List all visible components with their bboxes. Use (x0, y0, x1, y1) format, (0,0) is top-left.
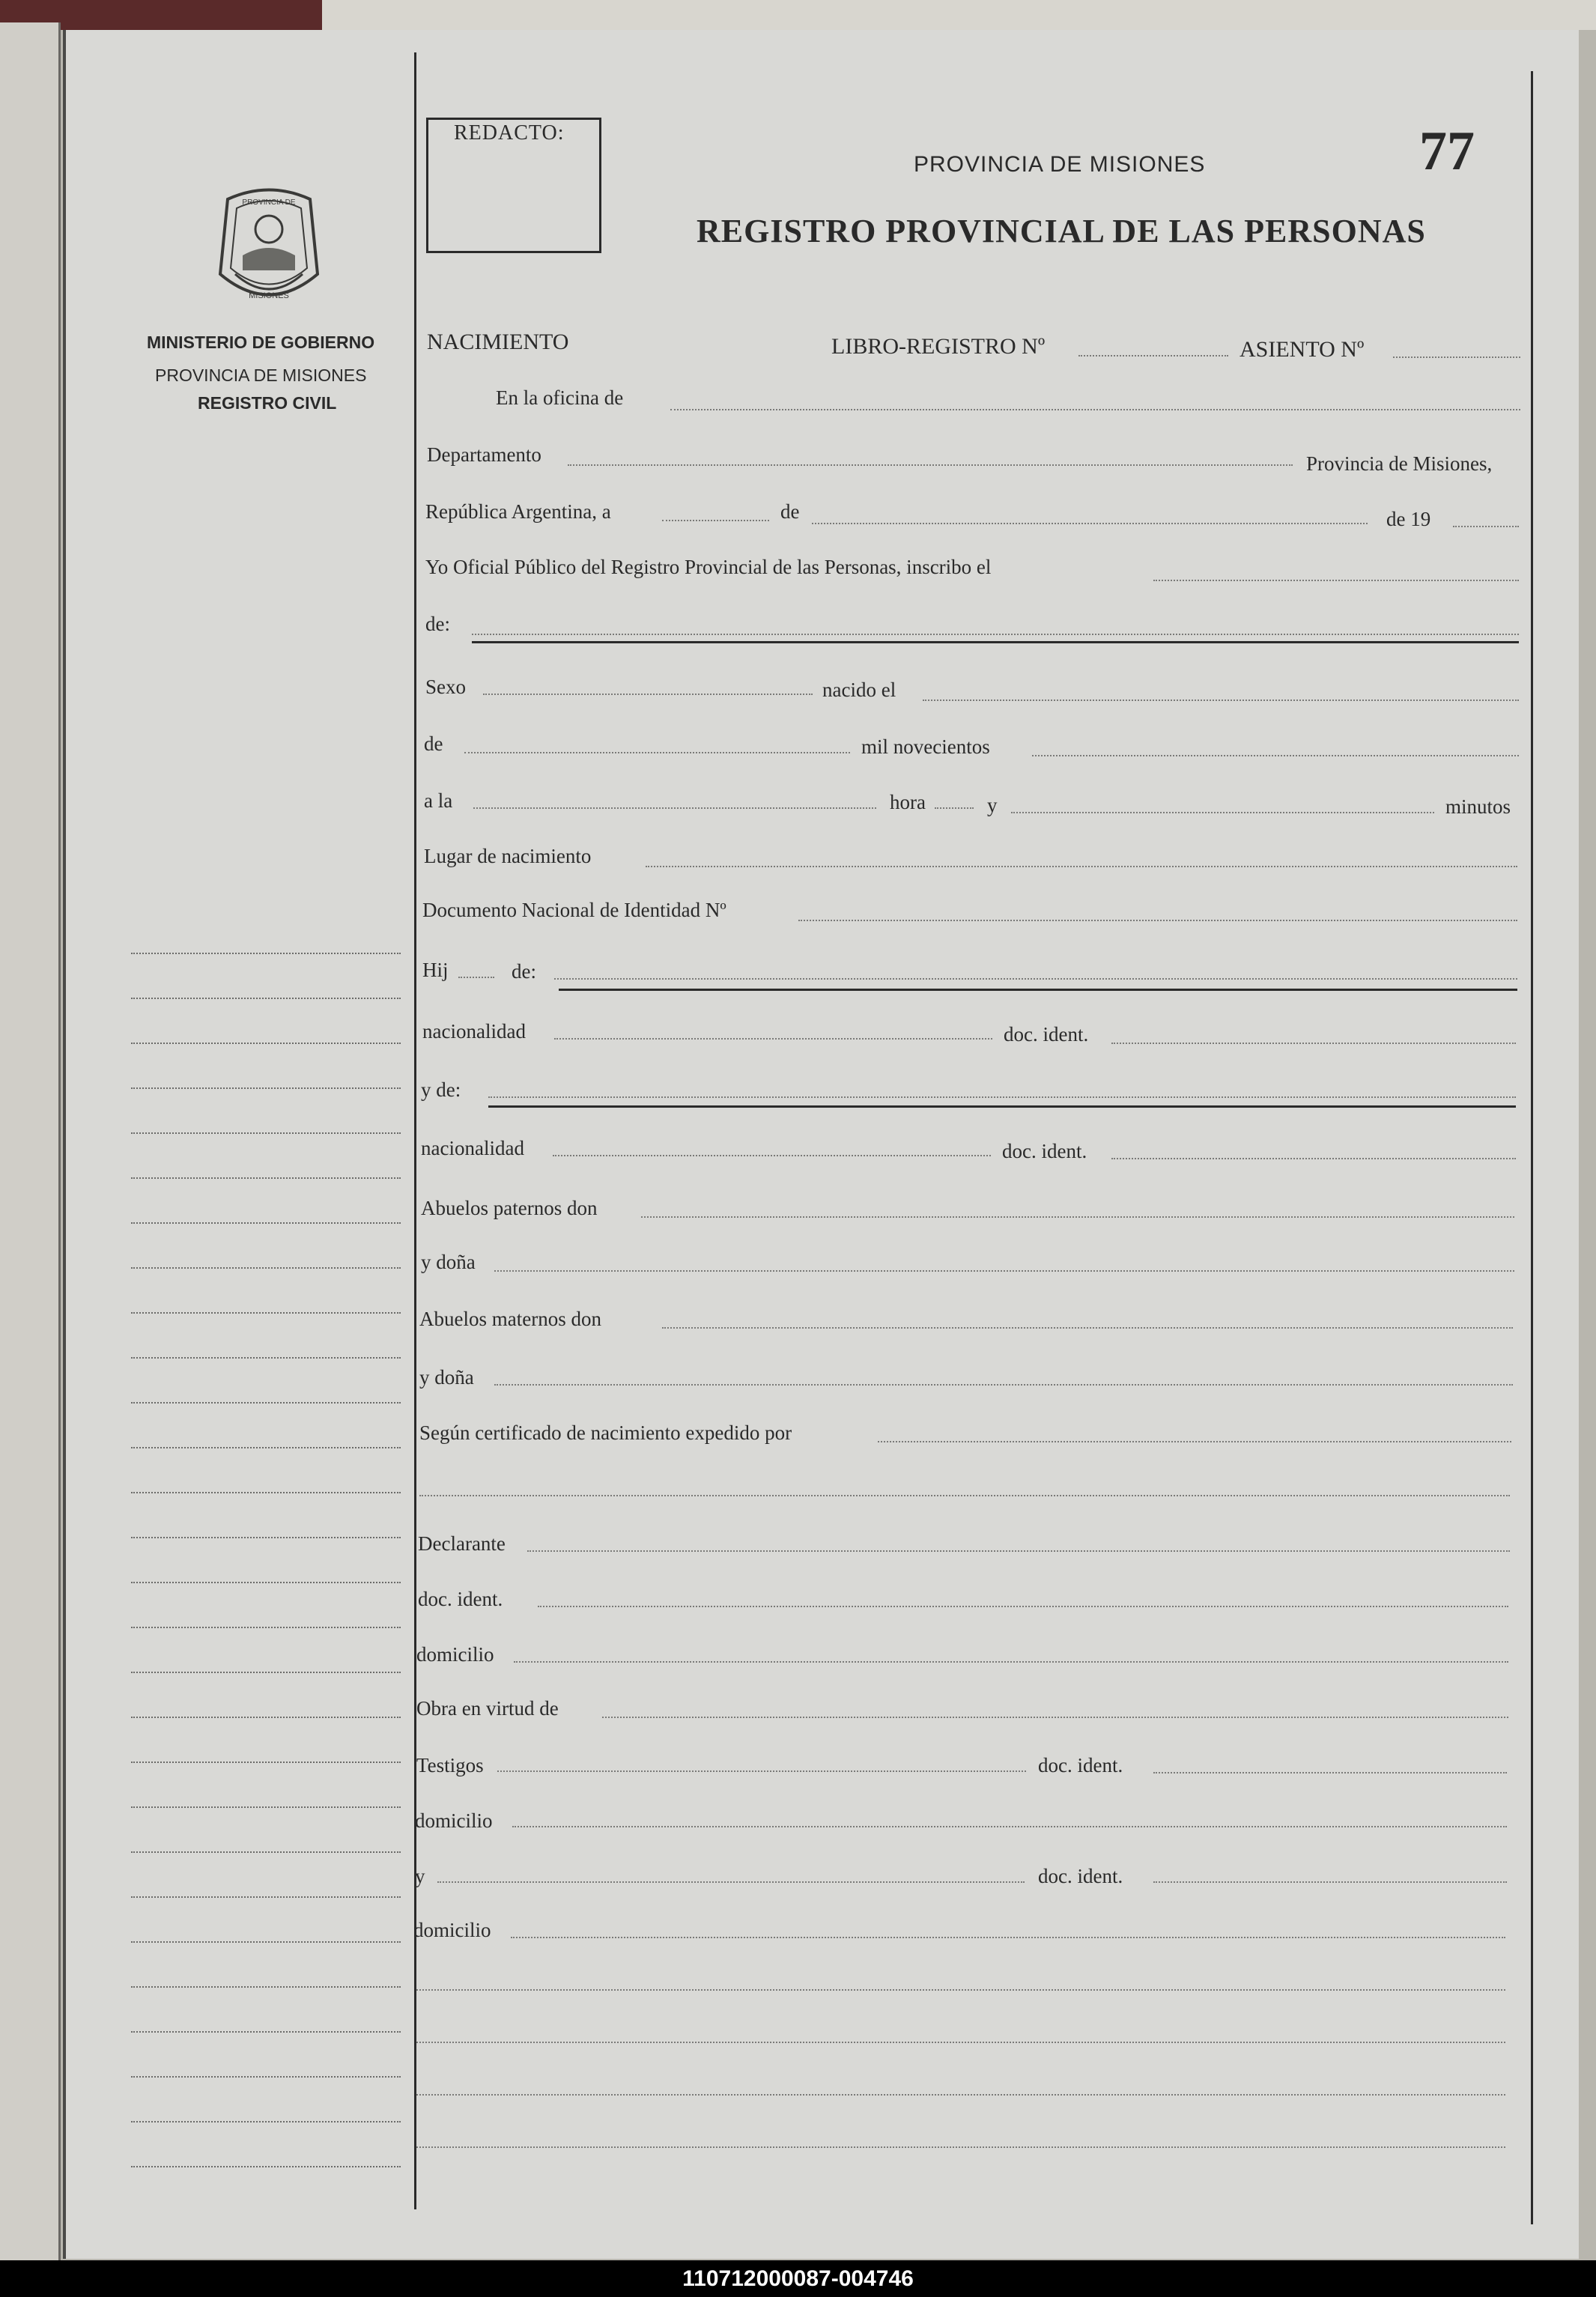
margin-line (131, 2166, 401, 2167)
testigo-1-field[interactable] (497, 1770, 1026, 1772)
inscripto-field[interactable] (472, 634, 1519, 635)
sexo-label: Sexo (425, 676, 466, 698)
document-id: 110712000087-004746 (682, 2266, 914, 2291)
y-dona-label-1: y doña (421, 1251, 476, 1273)
y-label-2: y (415, 1865, 425, 1887)
yo-oficial-text: Yo Oficial Público del Registro Provincial de las Personas, inscribo el (425, 556, 992, 578)
departamento-label: Departamento (427, 443, 541, 466)
obra-virtud-label: Obra en virtud de (416, 1697, 559, 1720)
hora-field[interactable] (473, 807, 876, 809)
margin-line (131, 1402, 401, 1404)
domicilio-field-2[interactable] (512, 1826, 1507, 1827)
doc-ident-field-5[interactable] (1153, 1881, 1507, 1883)
de-label-2: de (424, 732, 443, 755)
departamento-field[interactable] (568, 464, 1293, 466)
asiento-field[interactable] (1393, 356, 1520, 358)
nacionalidad-field-2[interactable] (553, 1155, 991, 1156)
domicilio-field-3[interactable] (511, 1937, 1505, 1938)
anio-field[interactable] (1453, 526, 1519, 527)
nacimiento-label: NACIMIENTO (427, 330, 569, 354)
notes-line[interactable] (416, 1989, 1505, 1991)
declarante-field[interactable] (527, 1550, 1510, 1552)
margin-line (131, 1672, 401, 1673)
margin-line (131, 1851, 401, 1853)
margin-line (131, 1941, 401, 1943)
doc-ident-field-4[interactable] (1153, 1772, 1507, 1773)
seal-top-text: PROVINCIA DE (242, 198, 296, 207)
domicilio-label-2: domicilio (415, 1809, 493, 1832)
madre-underline (488, 1105, 1516, 1108)
facing-page-edge (0, 22, 61, 2262)
libro-registro-field[interactable] (1078, 355, 1228, 356)
doc-ident-field-2[interactable] (1111, 1158, 1516, 1159)
abuelo-paterno-field[interactable] (641, 1216, 1514, 1218)
margin-line (131, 1627, 401, 1628)
abuelos-maternos-label: Abuelos maternos don (419, 1308, 601, 1330)
y-dona-label-2: y doña (419, 1366, 474, 1389)
certificado-field[interactable] (878, 1441, 1511, 1442)
margin-line (131, 1717, 401, 1718)
seal-bottom-text: MISIONES (249, 291, 289, 300)
asiento-label: ASIENTO Nº (1240, 337, 1365, 362)
sexo-field[interactable] (483, 694, 813, 695)
abuela-materna-field[interactable] (494, 1384, 1513, 1386)
margin-line (131, 1447, 401, 1448)
margin-line (131, 1087, 401, 1089)
inscribo-field[interactable] (1153, 580, 1519, 581)
minutos-label: minutos (1445, 795, 1511, 818)
domicilio-label-1: domicilio (416, 1643, 494, 1666)
nacido-el-field[interactable] (923, 700, 1519, 701)
y-label-1: y (987, 794, 998, 816)
padre-field[interactable] (554, 978, 1517, 980)
de-colon-label: de: (425, 613, 450, 635)
section-divider (472, 641, 1519, 643)
doc-ident-label-4: doc. ident. (1038, 1754, 1123, 1776)
hij-suffix-field[interactable] (458, 977, 494, 978)
abuelo-materno-field[interactable] (662, 1327, 1513, 1329)
redacto-label: REDACTO: (454, 121, 565, 145)
segun-certificado-label: Según certificado de nacimiento expedido por (419, 1421, 792, 1444)
libro-registro-label: LIBRO-REGISTRO Nº (831, 334, 1046, 359)
margin-line (131, 1492, 401, 1493)
ministry-label: MINISTERIO DE GOBIERNO (147, 333, 375, 352)
margin-line (131, 1222, 401, 1224)
hora-suffix-field[interactable] (935, 807, 974, 809)
a-la-label: a la (424, 789, 453, 812)
doc-ident-label-5: doc. ident. (1038, 1865, 1123, 1887)
page-title: REGISTRO PROVINCIAL DE LAS PERSONAS (697, 213, 1426, 249)
madre-field[interactable] (488, 1096, 1516, 1098)
abuelos-paternos-label: Abuelos paternos don (421, 1197, 598, 1219)
mil-novecientos-label: mil novecientos (861, 735, 990, 758)
margin-line (131, 1357, 401, 1359)
mes-nacimiento-field[interactable] (464, 752, 850, 753)
margin-line (131, 1177, 401, 1179)
margin-line (131, 1896, 401, 1898)
margin-line (131, 2076, 401, 2078)
nacionalidad-label-1: nacionalidad (422, 1020, 526, 1043)
de-label-1: de (780, 500, 800, 523)
margin-line (131, 1267, 401, 1269)
notes-line[interactable] (416, 2146, 1505, 2148)
page-number: 77 (1419, 121, 1475, 182)
minutos-field[interactable] (1011, 812, 1434, 813)
margin-line (131, 1537, 401, 1538)
dia-field[interactable] (662, 520, 769, 521)
margin-line (131, 1582, 401, 1583)
lugar-nacimiento-field[interactable] (646, 866, 1517, 867)
ministry-province: PROVINCIA DE MISIONES (155, 365, 367, 385)
testigo-2-field[interactable] (437, 1881, 1025, 1883)
domicilio-field-1[interactable] (514, 1661, 1508, 1663)
province-header: PROVINCIA DE MISIONES (914, 152, 1206, 177)
margin-line (131, 1806, 401, 1808)
margin-line (131, 998, 401, 999)
declarante-label: Declarante (418, 1532, 506, 1555)
nacionalidad-label-2: nacionalidad (421, 1137, 524, 1159)
doc-ident-label-1: doc. ident. (1004, 1023, 1089, 1046)
doc-ident-field-3[interactable] (538, 1606, 1508, 1607)
notes-line[interactable] (416, 2094, 1505, 2096)
provincia-misiones-label: Provincia de Misiones, (1306, 452, 1493, 475)
margin-line (131, 1986, 401, 1988)
doc-ident-label-3: doc. ident. (418, 1588, 503, 1610)
certificado-field-2[interactable] (419, 1495, 1510, 1496)
margin-line (131, 1762, 401, 1763)
registry-sheet (63, 30, 1579, 2259)
lugar-nacimiento-label: Lugar de nacimiento (424, 845, 592, 867)
doc-ident-label-2: doc. ident. (1002, 1140, 1087, 1162)
hij-label: Hij (422, 959, 449, 981)
province-seal-icon (213, 184, 325, 312)
nacionalidad-field-1[interactable] (554, 1038, 992, 1040)
right-margin-rule (1531, 71, 1533, 2224)
republica-label: República Argentina, a (425, 500, 611, 523)
domicilio-label-3: domicilio (413, 1919, 491, 1941)
margin-line (131, 1043, 401, 1044)
abuela-paterna-field[interactable] (494, 1270, 1514, 1272)
nacido-el-label: nacido el (822, 679, 896, 701)
documento-nacional-field[interactable] (798, 920, 1517, 921)
oficina-field[interactable] (670, 409, 1520, 410)
margin-line (131, 2121, 401, 2122)
doc-ident-field-1[interactable] (1111, 1043, 1516, 1044)
oficina-label: En la oficina de (496, 386, 624, 409)
registro-civil-label: REGISTRO CIVIL (198, 393, 337, 413)
de19-label: de 19 (1386, 508, 1431, 530)
mes-field[interactable] (812, 523, 1368, 524)
anio-nacimiento-field[interactable] (1032, 755, 1519, 756)
margin-line (131, 2031, 401, 2033)
margin-line (131, 1132, 401, 1134)
obra-virtud-field[interactable] (602, 1717, 1508, 1718)
hora-label: hora (890, 791, 926, 813)
y-de-label: y de: (421, 1078, 461, 1101)
margin-line (131, 953, 401, 954)
testigos-label: Testigos (416, 1754, 484, 1776)
margin-line (131, 1312, 401, 1314)
notes-line[interactable] (416, 2042, 1505, 2043)
padre-underline (559, 989, 1517, 991)
hij-de-label: de: (512, 960, 536, 983)
documento-nacional-label: Documento Nacional de Identidad Nº (422, 899, 726, 921)
